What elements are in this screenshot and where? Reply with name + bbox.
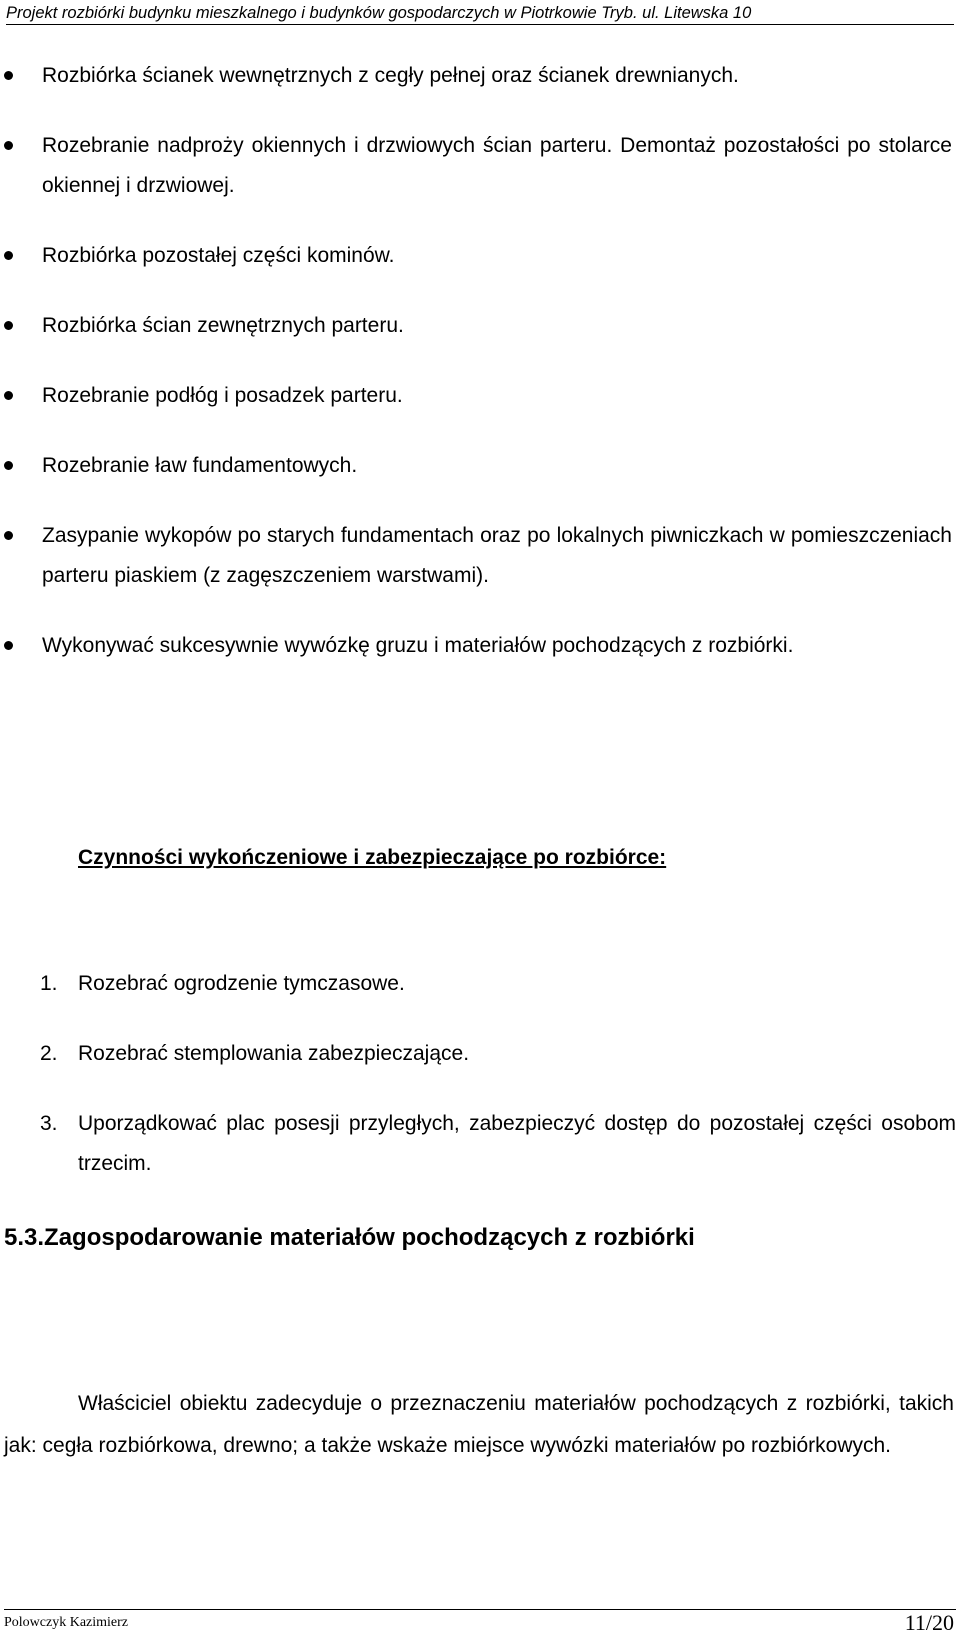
bullet-icon: [4, 531, 13, 540]
list-item: [0, 626, 960, 666]
list-item-text: Rozebranie ław fundamentowych.: [42, 454, 358, 477]
list-item: [0, 306, 960, 346]
bullet-icon: [4, 251, 13, 260]
list-item-text: Wykonywać sukcesywnie wywózkę gruzu i materiałów pochodzących z rozbiórki.: [42, 634, 794, 657]
list-item: [0, 446, 960, 486]
page-number: 11/20: [904, 1610, 954, 1635]
demolition-steps-list: [0, 56, 960, 696]
footer-author: Polowczyk Kazimierz: [4, 1615, 129, 1630]
list-item: [0, 236, 960, 276]
bullet-icon: [4, 391, 13, 400]
step-text: Rozebrać ogrodzenie tymczasowe.: [78, 972, 405, 995]
list-item: [0, 1034, 960, 1074]
list-item: [0, 1104, 960, 1184]
list-item-text: Rozbiórka ścianek wewnętrznych z cegły pełnej oraz ścianek drewnianych.: [42, 64, 739, 87]
page-footer: [4, 1609, 956, 1636]
finishing-steps-list: [0, 964, 960, 1214]
step-number: 1.: [40, 972, 58, 995]
page-header: [6, 2, 954, 25]
step-number: 3.: [40, 1112, 58, 1135]
section-paragraph: Właściciel obiektu zadecyduje o przeznaczeniu materiałów pochodzących z rozbiórki, takich jak: cegła rozbiórkowa, drewno; a także wskaże miejsce wywózki materiałów po rozbiórkowych.: [4, 1392, 954, 1457]
list-item-text: Rozebranie nadproży okiennych i drzwiowych ścian parteru. Demontaż pozostałości po stolarce okiennej i drzwiowej.: [42, 134, 952, 197]
bullet-icon: [4, 71, 13, 80]
bullet-icon: [4, 321, 13, 330]
step-text: Uporządkować plac posesji przyległych, zabezpieczyć dostęp do pozostałej części osobom trzecim.: [78, 1112, 956, 1175]
bullet-icon: [4, 461, 13, 470]
list-item: [0, 126, 960, 206]
list-item-text: Rozebranie podłóg i posadzek parteru.: [42, 384, 403, 407]
list-item-text: Rozbiórka pozostałej części kominów.: [42, 244, 395, 267]
list-item: [0, 376, 960, 416]
list-item: [0, 964, 960, 1004]
list-item: [0, 516, 960, 596]
finishing-heading: Czynności wykończeniowe i zabezpieczające po rozbiórce:: [78, 846, 667, 869]
list-item: [0, 56, 960, 96]
bullet-icon: [4, 641, 13, 650]
step-text: Rozebrać stemplowania zabezpieczające.: [78, 1042, 470, 1065]
step-number: 2.: [40, 1042, 58, 1065]
list-item-text: Zasypanie wykopów po starych fundamentach oraz po lokalnych piwniczkach w pomieszczeniach parteru piaskiem (z zagęszczeniem warstwami).: [42, 524, 952, 587]
header-title: Projekt rozbiórki budynku mieszkalnego i budynków gospodarczych w Piotrkowie Tryb. ul. Litewska 10: [6, 4, 752, 22]
list-item-text: Rozbiórka ścian zewnętrznych parteru.: [42, 314, 404, 337]
section-heading: 5.3.Zagospodarowanie materiałów pochodzących z rozbiórki: [4, 1224, 695, 1251]
bullet-icon: [4, 141, 13, 150]
